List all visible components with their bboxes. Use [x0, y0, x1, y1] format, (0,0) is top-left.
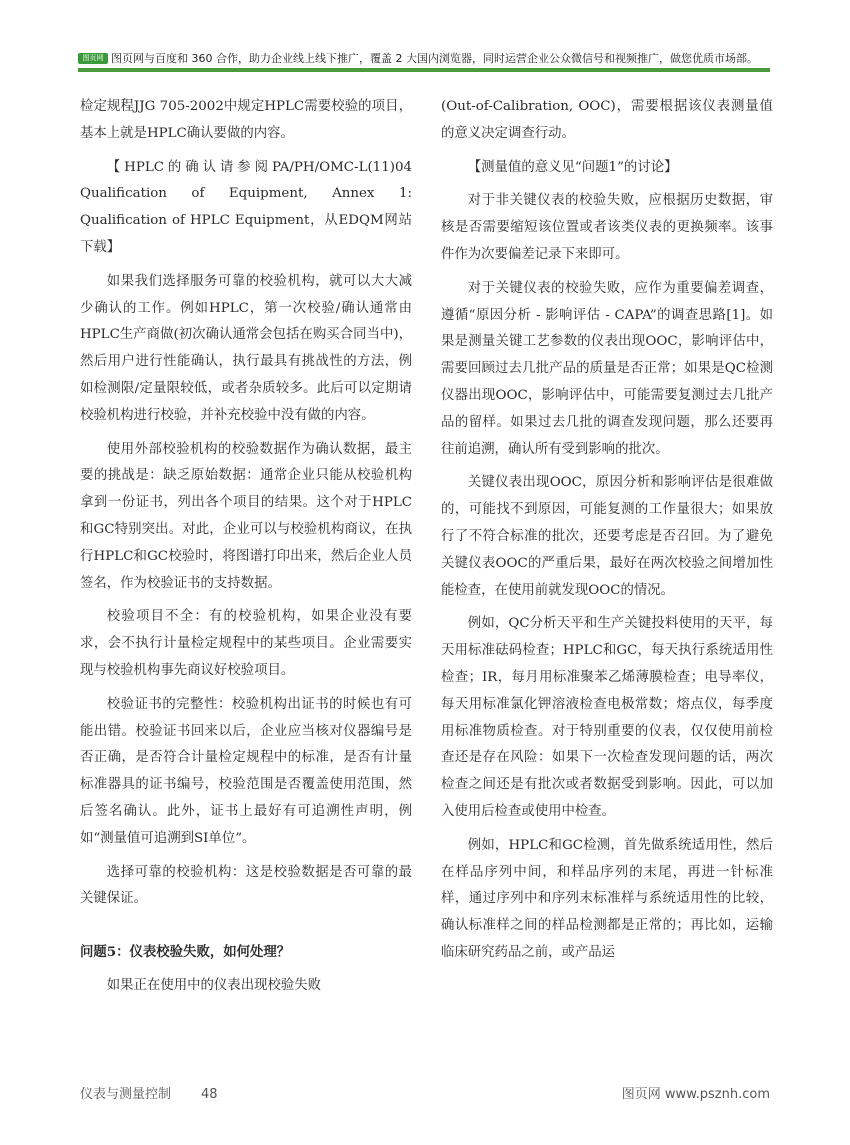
site-logo: 图页网 — [78, 53, 108, 64]
paragraph: 如果我们选择服务可靠的校验机构，就可以大大减少确认的工作。例如HPLC，第一次校验/确认通常由HPLC生产商做(初次确认通常会包括在购买合同当中)，然后用户进行性能确认，执行最具有挑战性的方法，例如检测限/定量限较低，或者杂质较多。此后可以定期请校验机构进行校验，并补充校验中没有做的内容。 — [80, 273, 412, 423]
paragraph: 使用外部校验机构的校验数据作为确认数据，最主要的挑战是：缺乏原始数据：通常企业只能从校验机构拿到一份证书，列出各个项目的结果。这个对于HPLC和GC特别突出。对此，企业可以与校验机构商议，在执行HPLC和GC校验时，将图谱打印出来，然后企业人员签名，作为校验证书的支持数据。 — [80, 441, 412, 591]
header-rule — [78, 68, 770, 72]
paragraph: 校验证书的完整性：校验机构出证书的时候也有可能出错。校验证书回来以后，企业应当核对仪器编号是否正确，是否符合计量检定规程中的标准，是否有计量标准器具的证书编号，校验范围是否覆盖使用范围，然后签名确认。此外，证书上最好有可追溯性声明，例如“测量值可追溯到SI单位”。 — [80, 696, 412, 846]
paragraph: 校验项目不全：有的校验机构，如果企业没有要求，会不执行计量检定规程中的某些项目。企业需要实现与校验机构事先商议好校验项目。 — [80, 609, 412, 678]
journal-name: 仪表与测量控制 — [80, 1087, 172, 1102]
page-number: 48 — [201, 1087, 218, 1102]
banner-text: 图页网与百度和 360 合作，助力企业线上线下推广，覆盖 2 大国内浏览器，同时运营企业公众微信号和视频推广，做您优质市场部。 — [111, 52, 758, 65]
top-banner — [78, 50, 768, 66]
section-heading: 问题5：仪表校验失败，如何处理？ — [80, 944, 291, 961]
paragraph: 例如，QC分析天平和生产关键投料使用的天平，每天用标准砝码检查；HPLC和GC，每天执行系统适用性检查；IR，每月用标准聚苯乙烯薄膜检查；电导率仪，每天用标准氯化钾溶液检查电极常数；熔点仪，每季度用标准物质检查。对于特别重要的仪表，仅仅使用前检查还是存在风险：如果下一次检查发现问题的话，两次检查之间还是有批次或者数据受到影响。因此，可以加入使用后检查或使用中检查。 — [441, 616, 773, 819]
footer-site: 图页网 www.psznh.com — [621, 1087, 770, 1102]
paragraph: 关键仪表出现OOC，原因分析和影响评估是很难做的，可能找不到原因，可能复测的工作量很大；如果放行了不符合标准的批次，还要考虑是否召回。为了避免关键仪表OOC的严重后果，最好在两次校验之间增加性能检查，在使用前就发现OOC的情况。 — [441, 475, 773, 598]
paragraph: (Out-of-Calibration, OOC)，需要根据该仪表测量值的意义决定调查行动。 — [441, 99, 773, 141]
paragraph: 如果正在使用中的仪表出现校验失败 — [106, 977, 322, 993]
left-column — [80, 94, 412, 1007]
paragraph: 例如，HPLC和GC检测，首先做系统适用性，然后在样品序列中间，和样品序列的末尾，再进一针标准样，通过序列中和序列末标准样与系统适用性的比较，确认标准样之间的样品检测都是正常的；再比如，运输临床研究药品之前，或产品运 — [441, 837, 773, 960]
paragraph: 对于非关键仪表的校验失败，应根据历史数据，审核是否需要缩短该位置或者该类仪表的更换频率。该事件作为次要偏差记录下来即可。 — [441, 193, 773, 262]
footer-journal — [80, 1083, 218, 1102]
paragraph: 对于关键仪表的校验失败，应作为重要偏差调查，遵循“原因分析 - 影响评估 - CAPA”的调查思路[1]。如果是测量关键工艺参数的仪表出现OOC，影响评估中，需要回顾过去几批产品的质量是否正常；如果是QC检测仪器出现OOC，影响评估中，可能需要复测过去几批产品的留样。如果过去几批的调查发现问题，那么还要再往前追溯，确认所有受到影响的批次。 — [441, 280, 773, 457]
paragraph: 【HPLC的确认请参阅PA/PH/OMC-L(11)04 Qualification of Equipment, Annex 1: Qualification of HPLC Equipment，从EDQM网站下载】 — [80, 159, 412, 255]
right-column — [441, 94, 773, 974]
paragraph: 选择可靠的校验机构：这是校验数据是否可靠的最关键保证。 — [80, 864, 412, 907]
paragraph: 检定规程JJG 705-2002中规定HPLC需要校验的项目，基本上就是HPLC确认要做的内容。 — [80, 99, 412, 141]
paragraph: 【测量值的意义见“问题1”的讨论】 — [467, 159, 678, 175]
